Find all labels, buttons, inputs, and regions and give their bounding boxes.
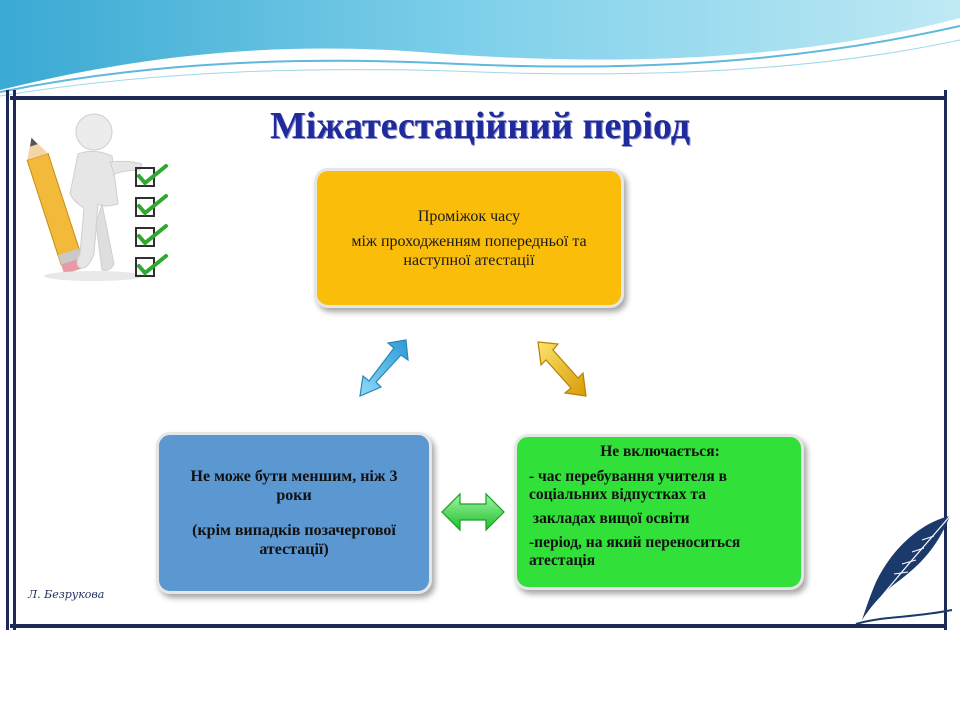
definition-line-1: Проміжок часу [417, 207, 521, 225]
definition-box [314, 168, 624, 308]
double-arrow-icon [354, 336, 414, 400]
exclusion-item-1: - час перебування учителя в соціальних відпустках та [529, 468, 727, 503]
duration-line-1: Не може бути меншим, ніж 3 роки [190, 468, 398, 504]
exclusion-item-2: закладах вищої освіти [529, 510, 690, 527]
duration-line-2: (крім випадків позачергової атестації) [192, 522, 396, 558]
duration-box [156, 432, 432, 594]
exclusions-heading: Не включається: [600, 443, 720, 460]
double-arrow-icon [532, 338, 592, 402]
author-signature: Л. Безрукова [28, 588, 105, 601]
definition-line-2: між проходженням попередньої та наступної атестації [351, 232, 587, 269]
quill-pen-icon [852, 512, 956, 628]
double-arrow-icon [440, 490, 506, 534]
checkbox-check-icon [132, 164, 172, 282]
top-wave-decoration [0, 0, 960, 100]
frame-left-bar [6, 90, 9, 630]
exclusion-item-3: -період, на який переноситься атестація [529, 534, 741, 569]
exclusions-box [514, 434, 804, 590]
slide-title: Міжатестаційний період [269, 105, 691, 147]
